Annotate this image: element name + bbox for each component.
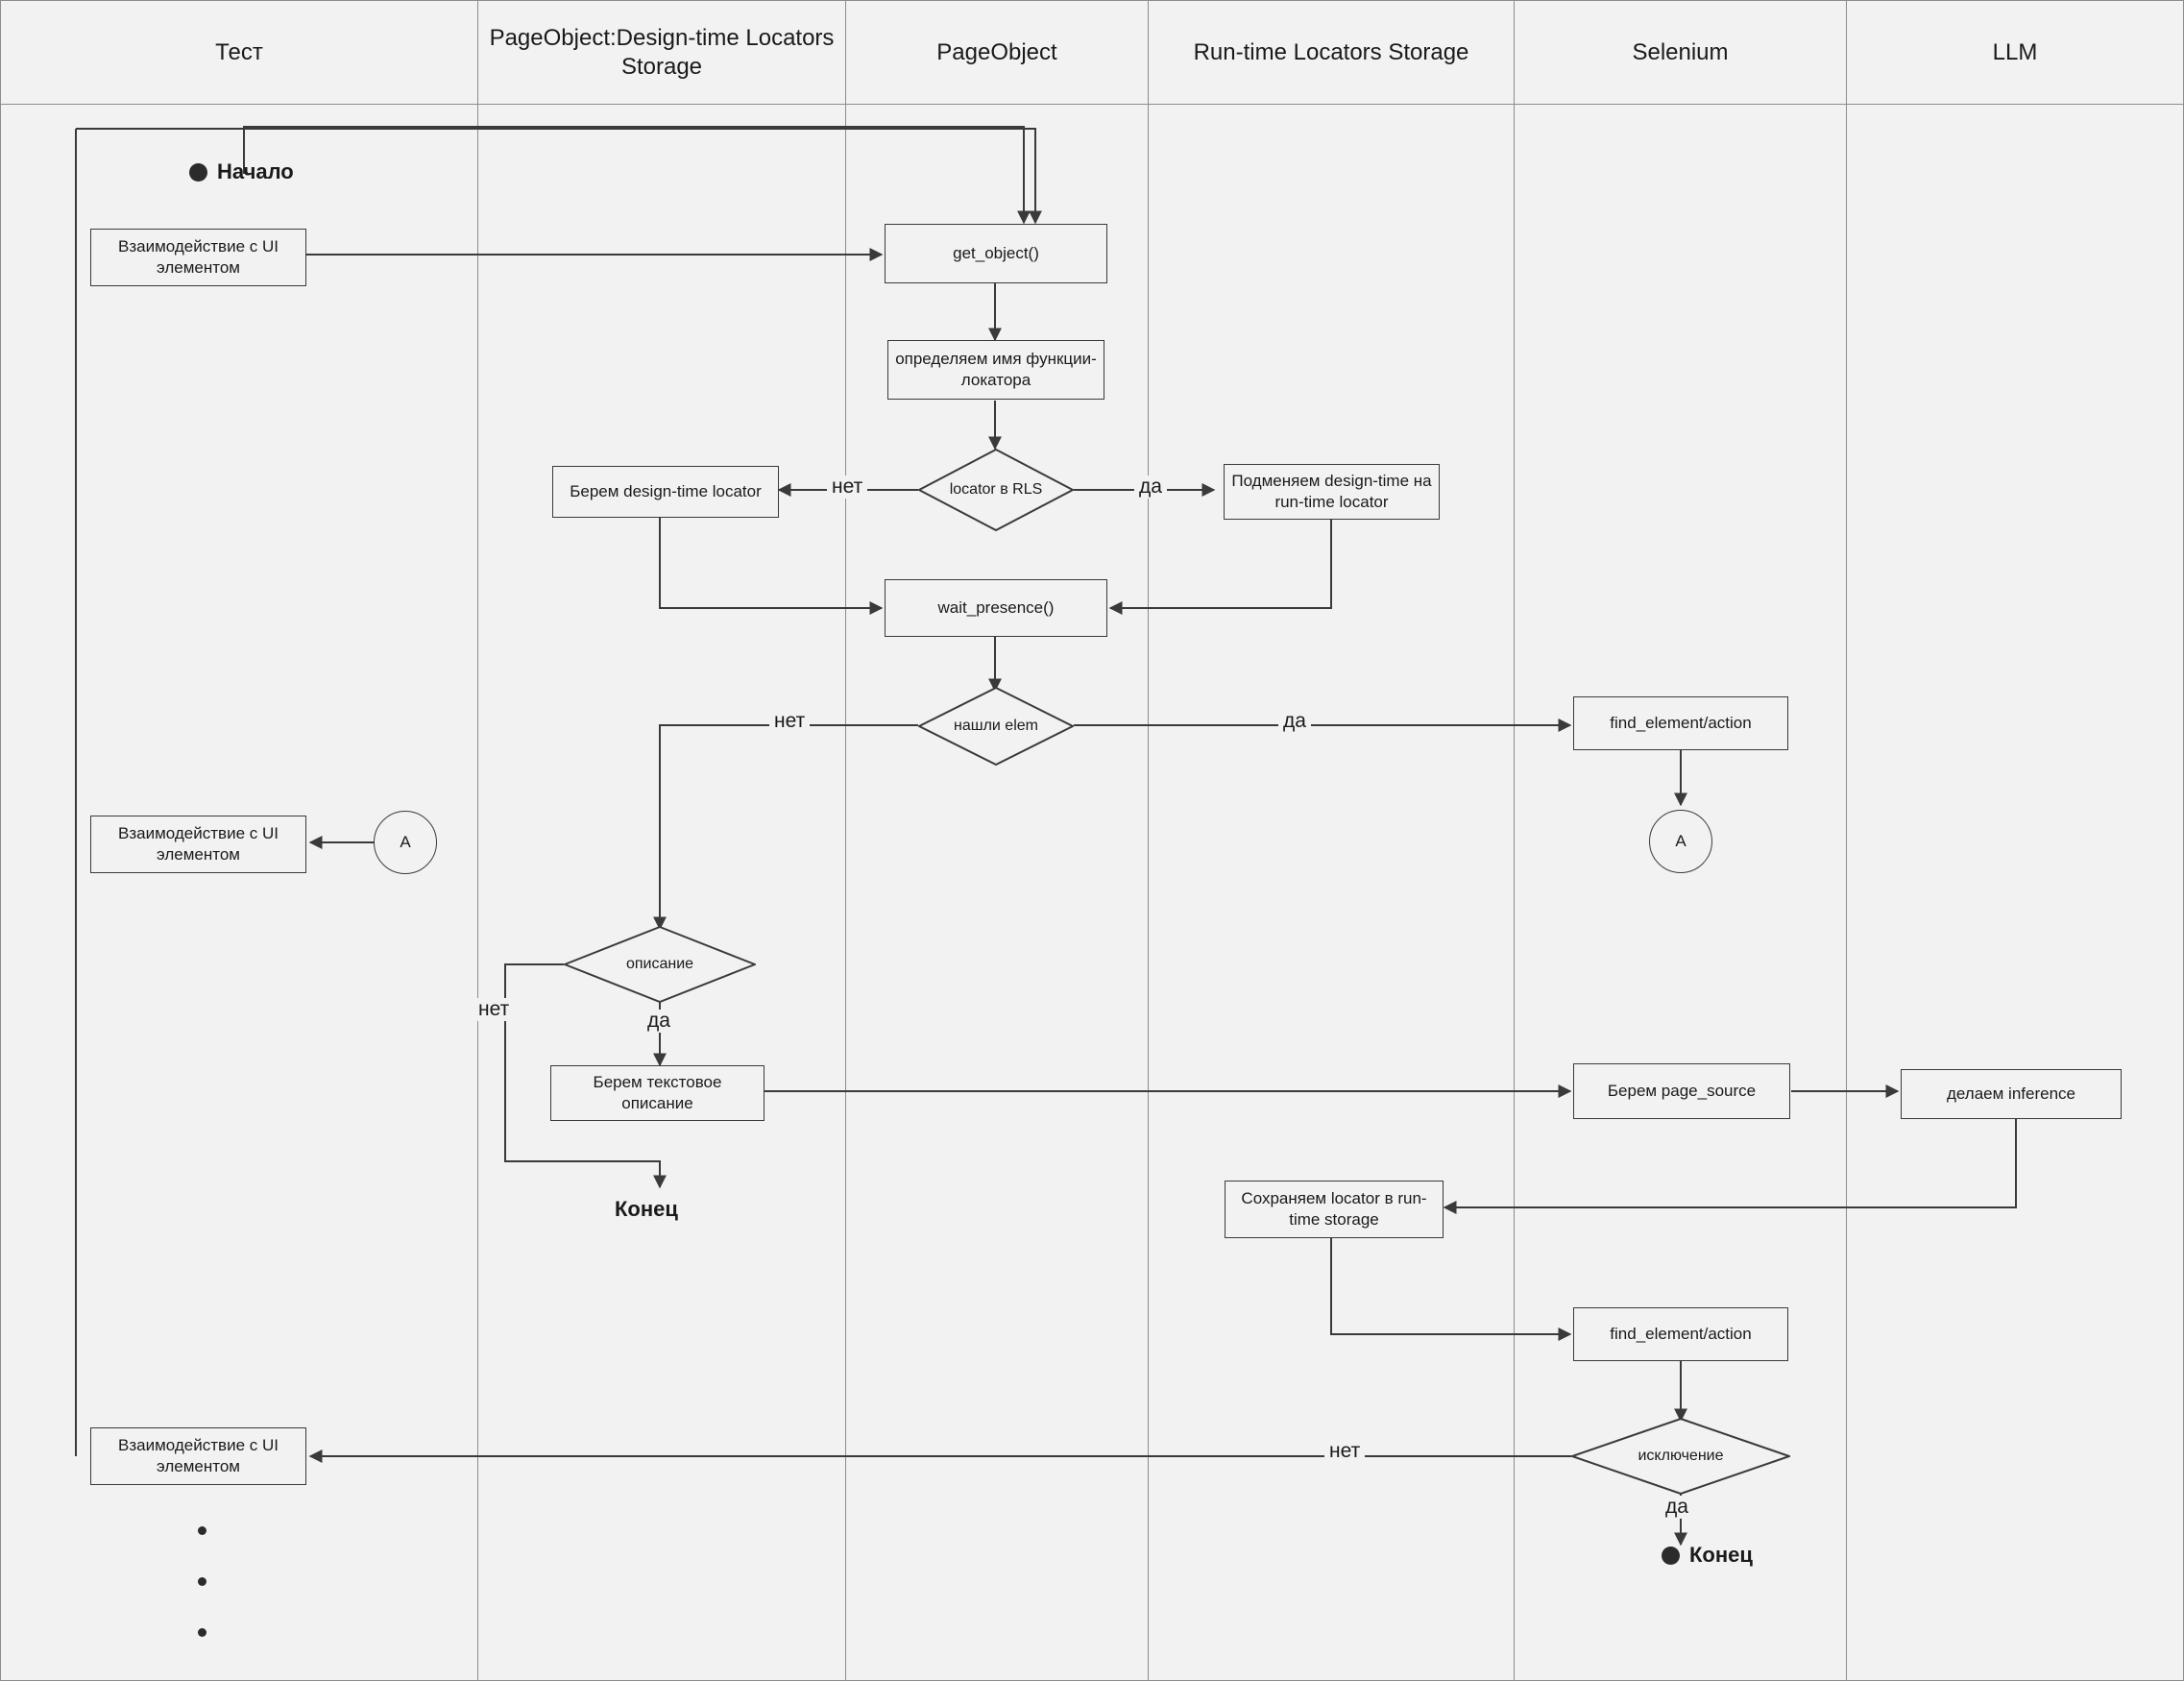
node-label: Берем page_source xyxy=(1607,1081,1757,1100)
node-label: Взаимодействие с UI элементом xyxy=(118,1435,279,1475)
node-take-page-source[interactable] xyxy=(1573,1063,1790,1119)
lane-header-llm: LLM xyxy=(1847,1,2183,105)
edge-label-rls-yes: да xyxy=(1134,475,1167,499)
node-save-locator-runtime-storage[interactable] xyxy=(1225,1181,1444,1238)
edge-label-rls-no: нет xyxy=(827,475,867,499)
node-label: определяем имя функции-локатора xyxy=(895,349,1097,389)
edge-label-description-yes: да xyxy=(643,1010,675,1033)
decision-exception[interactable] xyxy=(1571,1418,1790,1495)
node-label: делаем inference xyxy=(1947,1084,2075,1103)
start-label: Начало xyxy=(217,159,294,183)
node-find-element-action-2[interactable] xyxy=(1573,1307,1788,1361)
lane-header-selenium: Selenium xyxy=(1515,1,1846,105)
terminal-start xyxy=(189,159,294,184)
node-ui-interaction-3[interactable] xyxy=(90,1427,306,1485)
connector-a-test[interactable] xyxy=(374,811,437,874)
node-ui-interaction-1[interactable] xyxy=(90,229,306,286)
decision-label: исключение xyxy=(1638,1448,1724,1464)
connector-label: A xyxy=(400,833,411,851)
edge-label-exception-no: нет xyxy=(1324,1440,1365,1463)
node-label: Берем текстовое описание xyxy=(593,1072,722,1112)
node-label: wait_presence() xyxy=(937,597,1055,617)
node-define-locator-function[interactable] xyxy=(887,340,1104,400)
decision-found-elem[interactable] xyxy=(918,687,1074,766)
terminal-end-selenium xyxy=(1662,1543,1753,1568)
node-label: find_element/action xyxy=(1610,1324,1752,1343)
node-label: find_element/action xyxy=(1610,713,1752,732)
node-wait-presence[interactable] xyxy=(885,579,1107,637)
continuation-dots xyxy=(198,1526,206,1637)
edge-label-found-no: нет xyxy=(769,710,810,733)
decision-locator-in-rls[interactable] xyxy=(918,449,1074,531)
end-label-selenium: Конец xyxy=(1689,1543,1753,1567)
lane-header-pageobject: PageObject xyxy=(846,1,1148,105)
node-do-inference[interactable] xyxy=(1901,1069,2122,1119)
node-find-element-action-1[interactable] xyxy=(1573,696,1788,750)
node-label: Подменяем design-time на run-time locator xyxy=(1231,471,1432,511)
node-label: get_object() xyxy=(953,243,1039,262)
dot-2 xyxy=(198,1577,206,1586)
end-dot xyxy=(1662,1547,1680,1565)
decision-label: locator в RLS xyxy=(949,481,1043,498)
node-label: Берем design-time locator xyxy=(570,481,762,500)
connector-label: A xyxy=(1675,832,1687,850)
edge-label-description-no: нет xyxy=(473,998,514,1021)
lane-header-po-design: PageObject:Design-time Locators Storage xyxy=(478,1,845,105)
node-label: Взаимодействие с UI элементом xyxy=(118,236,279,277)
edge-label-exception-yes: да xyxy=(1661,1496,1693,1519)
decision-label: нашли elem xyxy=(954,718,1038,734)
node-ui-interaction-2[interactable] xyxy=(90,816,306,873)
lane-header-rls: Run-time Locators Storage xyxy=(1149,1,1514,105)
node-take-design-time-locator[interactable] xyxy=(552,466,779,518)
dot-1 xyxy=(198,1526,206,1535)
edge-label-found-yes: да xyxy=(1278,710,1311,733)
start-dot xyxy=(189,163,207,182)
decision-description[interactable] xyxy=(564,926,756,1003)
node-take-text-description[interactable] xyxy=(550,1065,764,1121)
lane-header-test: Тест xyxy=(1,1,477,105)
dot-3 xyxy=(198,1628,206,1637)
node-swap-design-to-runtime[interactable] xyxy=(1224,464,1440,520)
decision-label: описание xyxy=(625,956,694,972)
node-label: Сохраняем locator в run-time storage xyxy=(1241,1188,1427,1229)
node-label: Взаимодействие с UI элементом xyxy=(118,823,279,864)
terminal-end-pageobject: Конец xyxy=(615,1197,678,1221)
node-get-object[interactable] xyxy=(885,224,1107,283)
connector-a-selenium[interactable] xyxy=(1649,810,1712,873)
